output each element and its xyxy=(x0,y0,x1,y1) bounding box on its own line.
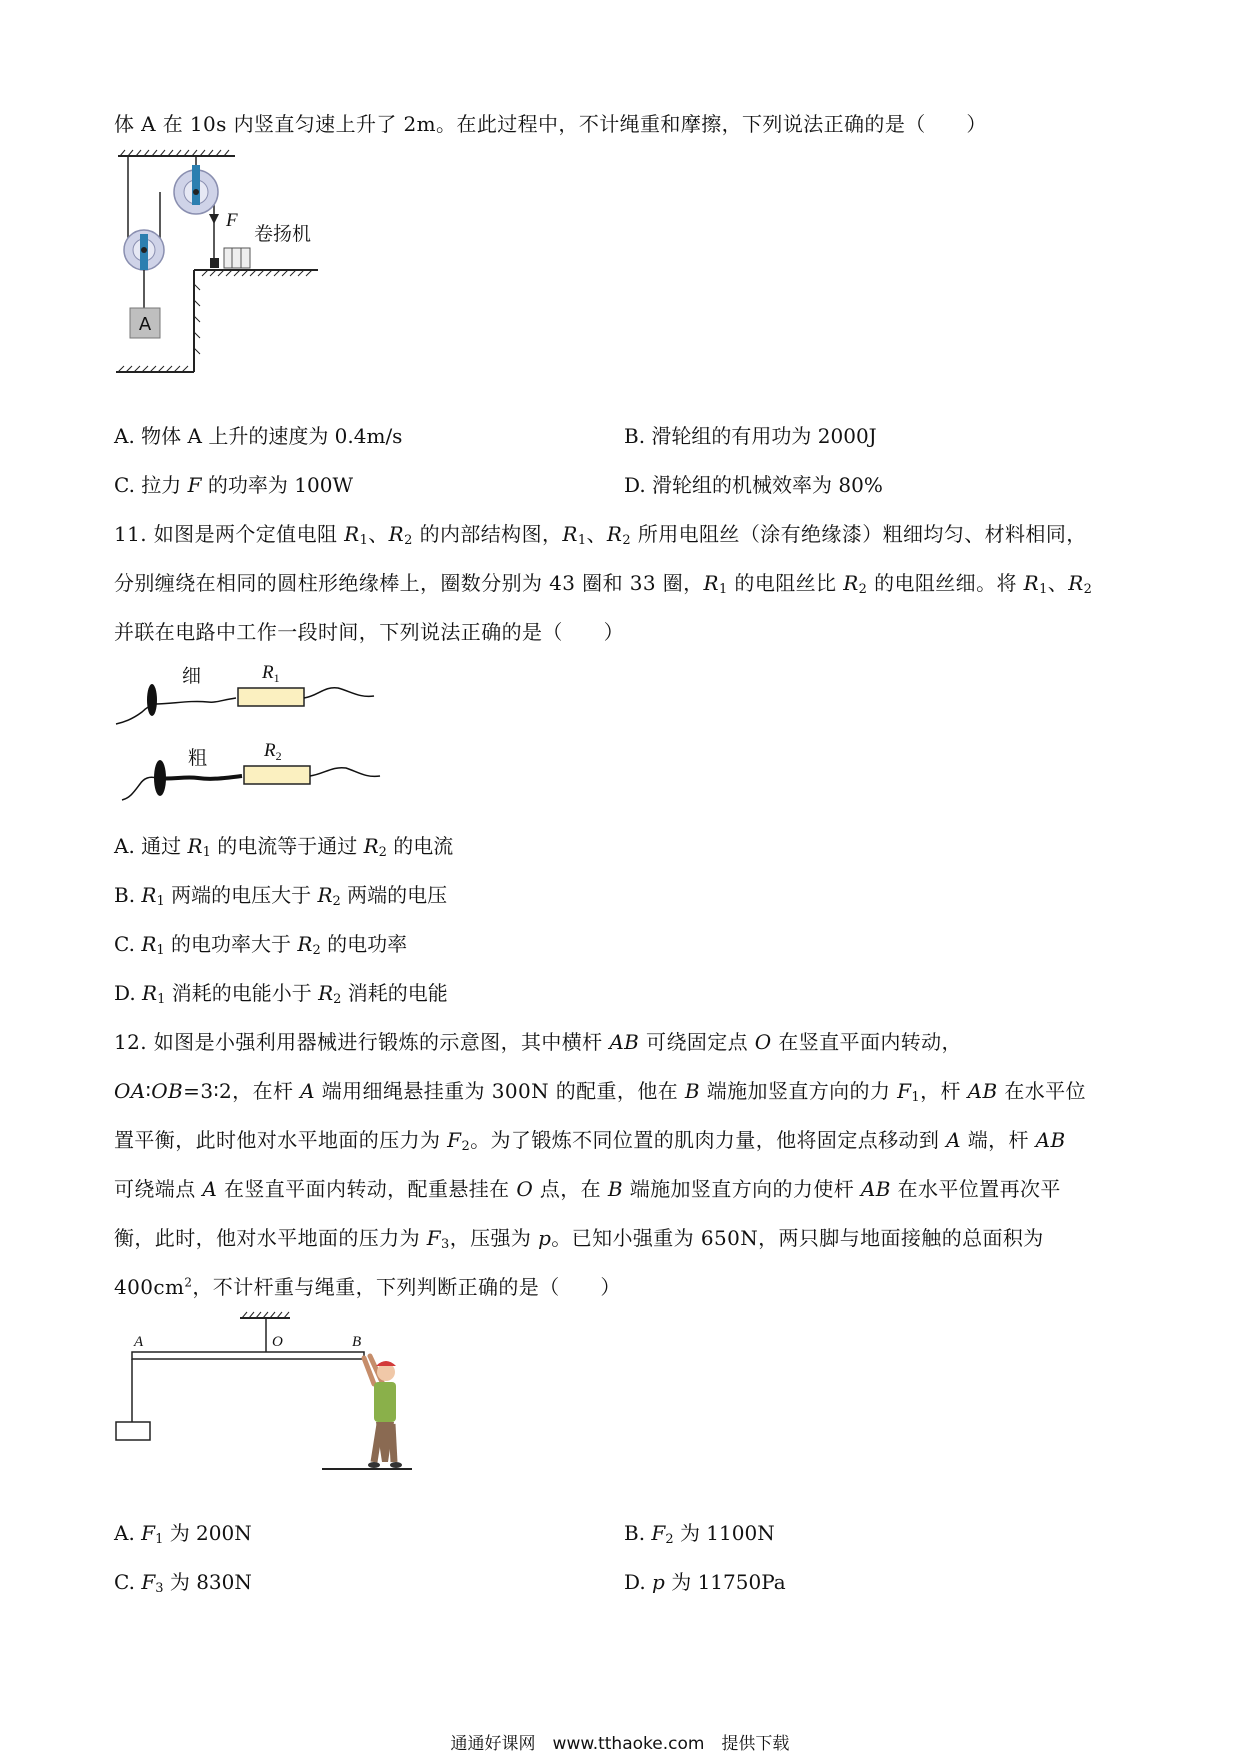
q11-option-c: C. $R_1$ 的电功率大于 $R_2$ 的电功率 xyxy=(114,932,408,958)
q11-stem-line2: 分别缠绕在相同的圆柱形绝缘棒上，圈数分别为 43 圈和 33 圈，$R_1$ 的电阻丝比 $R_2$ 的电阻丝细。将 $R_1$、$R_2$ xyxy=(114,571,1093,597)
point-o-label: O xyxy=(272,1334,283,1350)
page-footer: 通通好课网 www.tthaoke.com 提供下载 xyxy=(450,1734,790,1754)
q12-option-c: C. $F_3$ 为 830N xyxy=(114,1570,252,1596)
thick-label: 粗 xyxy=(188,747,208,769)
q12-stem-line5: 衡，此时，他对水平地面的压力为 $F_3$，压强为 p。已知小强重为 650N，两只脚与地面接触的总面积为 xyxy=(114,1226,1044,1252)
point-a-label: A xyxy=(134,1334,144,1350)
q11-option-b: B. $R_1$ 两端的电压大于 $R_2$ 两端的电压 xyxy=(114,883,448,909)
q11-stem-line3: 并联在电路中工作一段时间，下列说法正确的是（ ） xyxy=(114,620,624,644)
q12-stem-line3: 置平衡，此时他对水平地面的压力为 $F_2$。为了锻炼不同位置的肌肉力量，他将固定点移动到 A 端，杆 AB xyxy=(114,1128,1066,1154)
q12-option-a: A. $F_1$ 为 200N xyxy=(114,1521,252,1547)
r2-label: $R_2$ xyxy=(264,740,282,763)
block-a-label: A xyxy=(138,314,152,335)
q10-option-d: D. 滑轮组的机械效率为 80% xyxy=(624,473,883,497)
point-b-label: B xyxy=(352,1334,362,1350)
q12-option-d: D. p 为 11750Pa xyxy=(624,1570,786,1594)
winch-label: 卷扬机 xyxy=(254,223,312,245)
q12-stem-line1: 12. 如图是小强利用器械进行锻炼的示意图，其中横杆 AB 可绕固定点 O 在竖直平面内转动， xyxy=(114,1030,962,1054)
pulley-system-figure xyxy=(110,150,370,400)
q10-stem-tail: 体 A 在 10s 内竖直匀速上升了 2m。在此过程中，不计绳重和摩擦，下列说法正确的是（ ） xyxy=(114,112,987,136)
resistor-structure-figure xyxy=(112,652,392,812)
q12-option-b: B. $F_2$ 为 1100N xyxy=(624,1521,775,1547)
q12-stem-line4: 可绕端点 A 在竖直平面内转动，配重悬挂在 O 点，在 B 端施加竖直方向的力使杆 AB 在水平位置再次平 xyxy=(114,1177,1061,1201)
force-f-label: F xyxy=(226,210,238,231)
r1-label: $R_1$ xyxy=(262,662,280,685)
thin-label: 细 xyxy=(182,665,202,687)
q11-stem-line1: 11. 如图是两个定值电阻 $R_1$、$R_2$ 的内部结构图，$R_1$、$R_2$ 所用电阻丝（涂有绝缘漆）粗细均匀、材料相同， xyxy=(114,522,1087,548)
lever-exercise-figure xyxy=(112,1312,412,1502)
q10-option-c: C. 拉力 F 的功率为 100W xyxy=(114,473,354,497)
q11-option-a: A. 通过 $R_1$ 的电流等于通过 $R_2$ 的电流 xyxy=(114,834,454,860)
q10-option-b: B. 滑轮组的有用功为 2000J xyxy=(624,424,877,448)
q12-stem-line2: OA∶OB=3∶2，在杆 A 端用细绳悬挂重为 300N 的配重，他在 B 端施加竖直方向的力 $F_1$，杆 AB 在水平位 xyxy=(114,1079,1086,1105)
q12-stem-line6: $400cm^2$，不计杆重与绳重，下列判断正确的是（ ） xyxy=(114,1275,621,1299)
person-figure xyxy=(364,1356,402,1468)
q11-option-d: D. $R_1$ 消耗的电能小于 $R_2$ 消耗的电能 xyxy=(114,981,448,1007)
q10-option-a: A. 物体 A 上升的速度为 0.4m/s xyxy=(114,424,403,448)
